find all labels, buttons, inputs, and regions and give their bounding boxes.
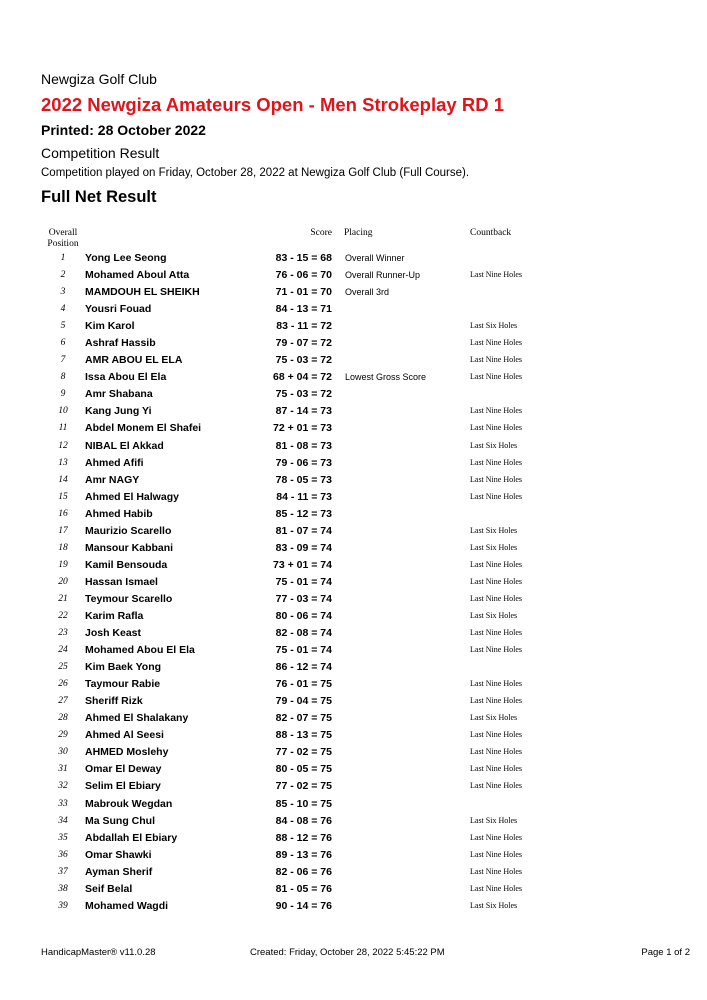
table-row [0, 438, 707, 455]
position-cell: 39 [58, 900, 68, 911]
score-cell: 81 - 07 = 74 [275, 524, 332, 537]
position-cell: 38 [58, 883, 68, 894]
player-name: Mohamed Abou El Ela [85, 644, 195, 657]
position-cell: 26 [58, 679, 68, 690]
header-position [42, 228, 84, 250]
player-name: Hassan Ismael [85, 575, 158, 588]
results-table [0, 250, 707, 915]
played-description: Competition played on Friday, October 28, 2022 at Newgiza Golf Club (Full Course). [41, 167, 470, 179]
player-name: Ahmed Habib [85, 507, 153, 520]
player-name: Omar El Deway [85, 763, 162, 776]
table-row [0, 625, 707, 642]
score-cell: 84 - 11 = 73 [276, 490, 332, 503]
score-cell: 82 - 07 = 75 [275, 712, 332, 725]
position-cell: 3 [60, 287, 66, 298]
position-cell: 37 [58, 866, 68, 877]
score-cell: 73 + 01 = 74 [273, 558, 332, 571]
position-cell: 4 [60, 304, 66, 315]
countback-cell: Last Nine Holes [470, 866, 522, 876]
player-name: NIBAL El Akkad [85, 439, 164, 452]
table-row [0, 403, 707, 420]
countback-cell: Last Nine Holes [470, 730, 522, 740]
position-cell: 28 [58, 713, 68, 724]
position-cell: 29 [58, 730, 68, 741]
score-cell: 80 - 05 = 75 [275, 763, 332, 776]
score-cell: 84 - 13 = 71 [275, 303, 332, 316]
score-cell: 75 - 03 = 72 [275, 388, 332, 401]
footer-page: Page 1 of 2 [641, 947, 690, 958]
player-name: Mohamed Aboul Atta [85, 269, 190, 282]
table-row [0, 796, 707, 813]
table-row [0, 676, 707, 693]
countback-cell: Last Six Holes [470, 321, 518, 331]
countback-cell: Last Nine Holes [470, 559, 522, 569]
score-cell: 76 - 06 = 70 [275, 269, 332, 282]
table-row [0, 847, 707, 864]
score-cell: 84 - 08 = 76 [275, 814, 332, 827]
score-cell: 76 - 01 = 75 [275, 678, 332, 691]
score-cell: 85 - 12 = 73 [275, 507, 332, 520]
player-name: Amr Shabana [85, 388, 153, 401]
player-name: Abdel Monem El Shafei [85, 422, 202, 435]
score-cell: 90 - 14 = 76 [275, 899, 332, 912]
player-name: Mabrouk Wegdan [85, 797, 173, 810]
header-countback: Countback [470, 228, 512, 238]
countback-cell: Last Six Holes [470, 440, 518, 450]
countback-cell: Last Nine Holes [470, 593, 522, 603]
player-name: Kim Karol [85, 320, 135, 333]
countback-cell: Last Nine Holes [470, 406, 522, 416]
score-cell: 87 - 14 = 73 [275, 405, 332, 418]
position-cell: 19 [58, 559, 68, 570]
player-name: Omar Shawki [85, 848, 152, 861]
player-name: Issa Abou El Ela [85, 371, 167, 384]
table-row [0, 642, 707, 659]
player-name: Sheriff Rizk [85, 695, 143, 708]
score-cell: 68 + 04 = 72 [273, 371, 332, 384]
countback-cell: Last Nine Holes [470, 372, 522, 382]
position-cell: 22 [58, 610, 68, 621]
header-score: Score [310, 228, 332, 238]
table-row [0, 659, 707, 676]
countback-cell: Last Nine Holes [470, 679, 522, 689]
player-name: Ahmed El Halwagy [85, 490, 179, 503]
position-cell: 31 [58, 764, 68, 775]
player-name: Ashraf Hassib [85, 337, 156, 350]
countback-cell: Last Nine Holes [470, 576, 522, 586]
table-row [0, 778, 707, 795]
score-cell: 81 - 08 = 73 [275, 439, 332, 452]
position-cell: 15 [58, 491, 68, 502]
table-row [0, 386, 707, 403]
position-cell: 20 [58, 576, 68, 587]
position-cell: 11 [58, 423, 68, 434]
table-row [0, 744, 707, 761]
table-row [0, 301, 707, 318]
score-cell: 83 - 15 = 68 [275, 252, 332, 264]
table-row [0, 284, 707, 301]
score-cell: 82 - 06 = 76 [275, 865, 332, 878]
section-title: Full Net Result [41, 188, 157, 206]
player-name: Ahmed El Shalakany [85, 712, 189, 725]
score-cell: 72 + 01 = 73 [273, 422, 332, 435]
position-cell: 35 [58, 832, 68, 843]
countback-cell: Last Six Holes [470, 542, 518, 552]
table-row [0, 864, 707, 881]
table-row [0, 335, 707, 352]
countback-cell: Last Nine Holes [470, 883, 522, 893]
score-cell: 75 - 01 = 74 [275, 644, 332, 657]
position-cell: 23 [58, 628, 68, 639]
competition-title: 2022 Newgiza Amateurs Open - Men Strokeplay RD 1 [41, 94, 504, 115]
score-cell: 88 - 12 = 76 [275, 831, 332, 844]
footer-software: HandicapMaster® v11.0.28 [41, 947, 156, 958]
score-cell: 77 - 02 = 75 [275, 780, 332, 793]
score-cell: 81 - 05 = 76 [275, 882, 332, 895]
footer-created: Created: Friday, October 28, 2022 5:45:22 PM [250, 947, 445, 958]
placing-cell: Lowest Gross Score [345, 372, 427, 383]
player-name: Josh Keast [85, 627, 142, 640]
countback-cell: Last Nine Holes [470, 474, 522, 484]
player-name: Kamil Bensouda [85, 558, 168, 571]
table-row [0, 267, 707, 284]
player-name: Taymour Rabie [85, 678, 161, 691]
position-cell: 27 [58, 696, 68, 707]
club-name: Newgiza Golf Club [41, 71, 157, 87]
player-name: AMR ABOU EL ELA [85, 354, 183, 367]
score-cell: 83 - 11 = 72 [276, 320, 332, 333]
table-row [0, 608, 707, 625]
header-placing: Placing [344, 228, 373, 238]
score-cell: 82 - 08 = 74 [275, 627, 332, 640]
player-name: Abdallah El Ebiary [85, 831, 178, 844]
table-row [0, 727, 707, 744]
countback-cell: Last Nine Holes [470, 457, 522, 467]
table-row [0, 813, 707, 830]
player-name: Karim Rafla [85, 609, 144, 622]
player-name: Yousri Fouad [85, 303, 152, 316]
countback-cell: Last Nine Holes [470, 270, 522, 280]
position-cell: 16 [58, 508, 68, 519]
player-name: Ma Sung Chul [85, 814, 155, 827]
player-name: Seif Belal [85, 882, 133, 895]
player-name: Ahmed Al Seesi [85, 729, 164, 742]
score-cell: 75 - 03 = 72 [275, 354, 332, 367]
score-cell: 79 - 04 = 75 [275, 695, 332, 708]
table-row [0, 693, 707, 710]
table-row [0, 898, 707, 915]
table-row [0, 420, 707, 437]
table-row [0, 830, 707, 847]
score-cell: 86 - 12 = 74 [275, 661, 332, 674]
position-cell: 5 [60, 321, 66, 332]
score-cell: 71 - 01 = 70 [275, 286, 332, 299]
printed-date: Printed: 28 October 2022 [41, 122, 206, 138]
table-row [0, 352, 707, 369]
position-cell: 34 [58, 815, 68, 826]
score-cell: 85 - 10 = 75 [275, 797, 332, 810]
countback-cell: Last Nine Holes [470, 764, 522, 774]
countback-cell: Last Six Holes [470, 610, 518, 620]
header-position-line1: Overall [48, 228, 78, 238]
countback-cell: Last Nine Holes [470, 423, 522, 433]
player-name: Maurizio Scarello [85, 524, 172, 537]
table-row [0, 250, 707, 267]
table-row [0, 455, 707, 472]
placing-cell: Overall Runner-Up [345, 270, 421, 281]
score-cell: 89 - 13 = 76 [275, 848, 332, 861]
player-name: Kim Baek Yong [85, 661, 162, 674]
player-name: Kang Jung Yi [85, 405, 152, 418]
countback-cell: Last Nine Holes [470, 355, 522, 365]
position-cell: 13 [58, 457, 68, 468]
table-row [0, 318, 707, 335]
countback-cell: Last Nine Holes [470, 747, 522, 757]
countback-cell: Last Nine Holes [470, 628, 522, 638]
countback-cell: Last Six Holes [470, 815, 518, 825]
countback-cell: Last Six Holes [470, 713, 518, 723]
table-row [0, 369, 707, 386]
score-cell: 77 - 02 = 75 [275, 746, 332, 759]
position-cell: 36 [58, 849, 68, 860]
placing-cell: Overall Winner [345, 253, 405, 263]
position-cell: 24 [58, 645, 68, 656]
player-name: Teymour Scarello [85, 592, 173, 605]
position-cell: 33 [58, 798, 68, 809]
competition-result-label: Competition Result [41, 145, 160, 161]
position-cell: 14 [58, 474, 68, 485]
table-row [0, 506, 707, 523]
position-cell: 21 [58, 593, 68, 604]
table-row [0, 881, 707, 898]
player-name: Ahmed Afifi [85, 456, 144, 469]
position-cell: 6 [60, 338, 66, 349]
position-cell: 9 [60, 389, 66, 400]
countback-cell: Last Nine Holes [470, 696, 522, 706]
score-cell: 88 - 13 = 75 [275, 729, 332, 742]
table-row [0, 710, 707, 727]
countback-cell: Last Nine Holes [470, 338, 522, 348]
score-cell: 75 - 01 = 74 [275, 575, 332, 588]
table-row [0, 574, 707, 591]
player-name: AHMED Moslehy [85, 746, 169, 759]
player-name: Ayman Sherif [85, 865, 153, 878]
position-cell: 32 [58, 781, 68, 792]
player-name: Amr NAGY [85, 473, 140, 486]
countback-cell: Last Nine Holes [470, 491, 522, 501]
countback-cell: Last Nine Holes [470, 645, 522, 655]
score-cell: 79 - 07 = 72 [275, 337, 332, 350]
table-row [0, 523, 707, 540]
table-row [0, 591, 707, 608]
position-cell: 30 [58, 747, 68, 758]
player-name: Yong Lee Seong [85, 252, 167, 264]
position-cell: 17 [58, 525, 68, 536]
player-name: Mansour Kabbani [85, 541, 174, 554]
score-cell: 83 - 09 = 74 [275, 541, 332, 554]
score-cell: 77 - 03 = 74 [275, 592, 332, 605]
placing-cell: Overall 3rd [345, 287, 390, 298]
table-row [0, 489, 707, 506]
position-cell: 25 [58, 662, 68, 673]
countback-cell: Last Six Holes [470, 525, 518, 535]
position-cell: 18 [58, 542, 68, 553]
score-cell: 80 - 06 = 74 [275, 609, 332, 622]
position-cell: 1 [60, 253, 66, 263]
position-cell: 8 [60, 372, 66, 383]
countback-cell: Last Nine Holes [470, 781, 522, 791]
position-cell: 7 [60, 355, 66, 366]
table-row [0, 540, 707, 557]
score-cell: 78 - 05 = 73 [275, 473, 332, 486]
table-row [0, 761, 707, 778]
countback-cell: Last Nine Holes [470, 832, 522, 842]
countback-cell: Last Six Holes [470, 900, 518, 910]
score-cell: 79 - 06 = 73 [275, 456, 332, 469]
header-position-line2: Position [47, 239, 79, 249]
position-cell: 2 [60, 270, 66, 281]
player-name: Selim El Ebiary [85, 780, 161, 793]
position-cell: 12 [58, 440, 68, 451]
countback-cell: Last Nine Holes [470, 849, 522, 859]
position-cell: 10 [58, 406, 68, 417]
table-row [0, 472, 707, 489]
player-name: Mohamed Wagdi [85, 899, 169, 912]
table-row [0, 557, 707, 574]
player-name: MAMDOUH EL SHEIKH [85, 286, 200, 299]
